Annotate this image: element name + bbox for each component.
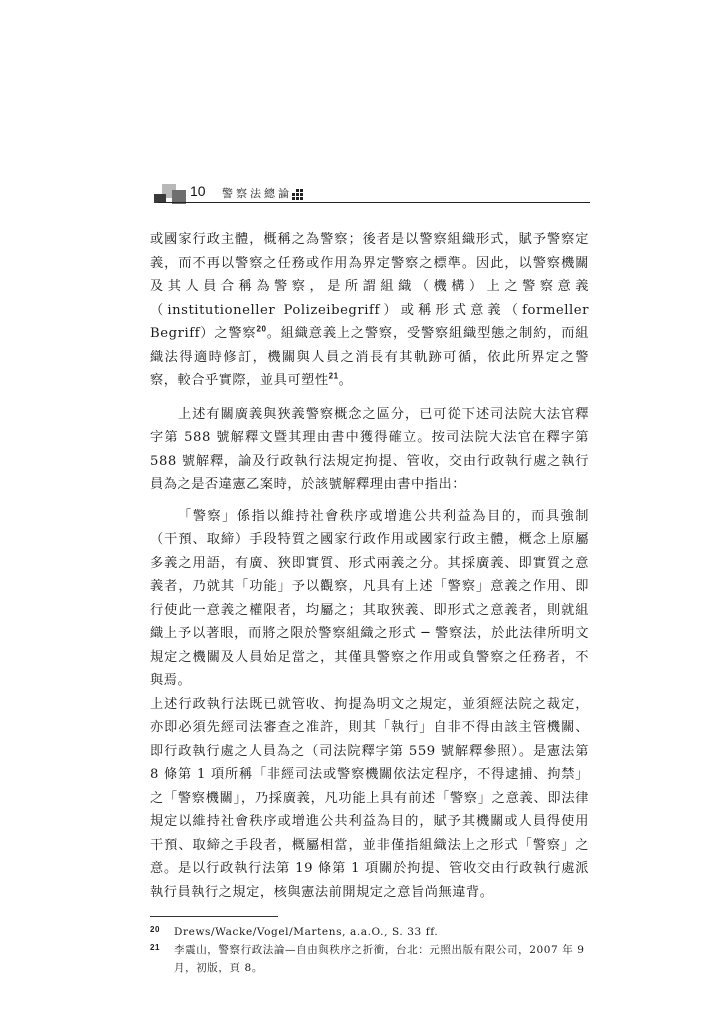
footnote-text: Drews/Wacke/Vogel/Martens, a.a.O., S. 33 ff. [174, 926, 439, 938]
page-header [150, 184, 590, 208]
footnotes [150, 923, 589, 977]
paragraph-text: 。組織意義上之警察，受警察組織型態之制約，而組織法得適時修訂，機關與人員之消長有其軌跡可循，依此所界定之警察，較合乎實際，並具可塑性 [150, 326, 589, 388]
paragraph-1 [150, 228, 589, 393]
paragraph-text: 。 [338, 373, 353, 388]
footnote-text: 李震山，警察行政法論—自由與秩序之折衝，台北：元照出版有限公司，2007 年 9 月，初版，頁 8。 [174, 944, 585, 974]
footnote-divider [150, 916, 278, 917]
paragraph-2: 上述有關廣義與狹義警察概念之區分，已可從下述司法院大法官釋字第 588 號解釋文暨其理由書中獲得確立。按司法院大法官在釋字第 588 號解釋，論及行政執行法規定拘提、管收，交由行政執行處之執行員為之是否違憲乙案時，於該號解釋理由書中指出： [150, 406, 589, 492]
footnote-mark: 20 [150, 925, 161, 934]
footnote-20 [150, 923, 589, 941]
quote-paragraph-1: 「警察」係指以維持社會秩序或增進公共利益為目的，而具強制（干預、取締）手段特質之國家行政作用或國家行政主體，概念上原屬多義之用語，有廣、狹即實質、形式兩義之分。其採廣義、即實質之意義者，乃就其「功能」予以觀察，凡具有上述「警察」意義之作用、即行使此一意義之權限者，均屬之；其取狹義、即形式之意義者，則就組織上予以著眼，而將之限於警察組織之形式 ─ 警察法，於此法律所明文規定之機關及人員始足當之，其僅具警察之作用或負警察之任務者，不與焉。 [150, 508, 589, 688]
header-rule [158, 202, 590, 203]
page-content [150, 228, 589, 977]
footnote-ref: 21 [328, 371, 339, 381]
footnote-ref: 20 [256, 324, 267, 334]
paragraph-text: 或國家行政主體，概稱之為警察；後者是以警察組織形式，賦予警察定義，而不再以警察之任務或作用為界定警察之標準。因此，以警察機關及其人員合稱為警察，是所謂組織（機構）上之警察意義（institutioneller Polizeibegriff）或稱形式意義（formeller Begriff）之警察 [150, 232, 589, 341]
quote-paragraph-2: 上述行政執行法既已就管收、拘提為明文之規定，並須經法院之裁定，亦即必須先經司法審查之准許，則其「執行」自非不得由該主管機關、即行政執行處之人員為之（司法院釋字第 559 號解釋參照）。是憲法第 8 條第 1 項所稱「非經司法或警察機關依法定程序，不得逮捕、拘禁」之「警察機關」，乃採廣義，凡功能上具有前述「警察」之意義、即法律規定以維持社會秩序或增進公共利益為目的，賦予其機關或人員得使用干預、取締之手段者，概屬相當，並非僅指組織法上之形式「警察」之意。是以行政執行法第 19 條第 1 項關於拘提、管收交由行政執行處派執行員執行之規定，核與憲法前開規定之意旨尚無違背。 [150, 696, 589, 900]
page-number: 10 [190, 183, 206, 199]
footnote-21 [150, 941, 589, 977]
footnote-mark: 21 [150, 943, 161, 952]
quoted-interpretation [150, 505, 589, 905]
running-title: 警察法總論 [222, 187, 292, 200]
header-ornament-icon [292, 189, 304, 199]
